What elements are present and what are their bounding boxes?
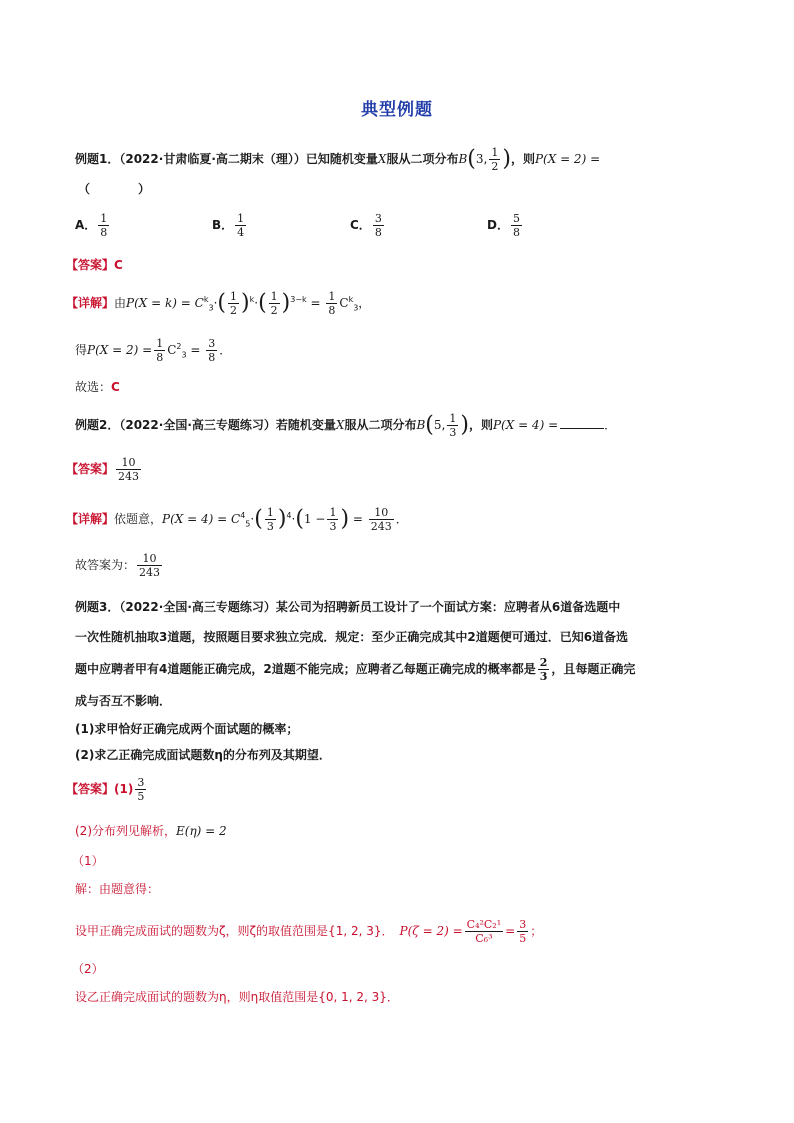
example-3-line-4: 成与否互不影响． <box>75 694 172 708</box>
example-3-line-2: 一次性随机抽取3道题，按照题目要求独立完成．规定：至少正确完成其中2道题便可通过．已知6道备选 <box>75 630 629 644</box>
solution-intro: 解：由题意得： <box>75 882 160 896</box>
part-2-heading: （2） <box>72 962 104 976</box>
example-2-final: 故答案为： $\frac{10}{243}$ <box>75 552 161 579</box>
example-1-choice: 故选：C <box>75 380 120 394</box>
example-2-question: 例题2．（2022·全国·高三专题练习）若随机变量X服从二项分布B(5, $\frac{1}{3}$ )，则P(X = 4) = ． <box>75 412 617 439</box>
binomial-p: $\frac{1}{2}$ <box>491 146 499 173</box>
option-b: B． $\frac{1}{4}$ <box>212 212 245 239</box>
prob-expr: P(X = 2) = <box>534 152 601 166</box>
text: 服从二项分布 <box>386 152 459 166</box>
example-2-detail: 【详解】依题意，$P(X = 4) = C^4_5\cdot$( $\frac{1}{3}$ )$^4$·(1 − $\frac{1}{3}$ ) = $\frac{10}{243}$ ． <box>66 506 408 533</box>
example-1-source: （2022·甘肃临夏·高二期末（理））已知随机变量 <box>119 152 378 166</box>
example-1-label: 例题1． <box>75 152 120 166</box>
example-3-q1: (1)求甲恰好正确完成两个面试题的概率； <box>75 722 299 736</box>
example-3-answer-2: (2)分布列见解析，E(η) = 2 <box>75 824 227 838</box>
option-d: D． $\frac{5}{8}$ <box>487 212 520 239</box>
binomial-b: B <box>458 152 468 166</box>
example-1-question: 例题1．（2022·甘肃临夏·高二期末（理））已知随机变量X服从二项分布B(3, $\frac{1}{2}$ )，则P(X = 2) = <box>75 146 601 173</box>
answer-blank[interactable] <box>560 428 604 429</box>
example-3-line-1: 例题3．（2022·全国·高三专题练习）某公司为招聘新员工设计了一个面试方案：应聘者从6道备选题中 <box>75 600 621 614</box>
part-1-solution: 设甲正确完成面试的题数为ζ，则ζ的取值范围是{1, 2, 3}． P(ζ = 2) = $\frac{\text{C₄²C₂¹}}{\text{C₆³}}$ = $\frac{3}{5}$ ； <box>75 918 543 945</box>
example-2-answer: 【答案】 $\frac{10}{243}$ <box>66 456 140 483</box>
part-2-solution: 设乙正确完成面试的题数为η，则η取值范围是{0, 1, 2, 3}． <box>75 990 399 1004</box>
option-a: A． $\frac{1}{8}$ <box>75 212 108 239</box>
example-1-blank: （ ） <box>78 182 151 196</box>
example-3-q2: (2)求乙正确完成面试题数η的分布列及其期望． <box>75 748 331 762</box>
example-3-answer: 【答案】(1) $\frac{3}{5}$ <box>66 776 145 803</box>
text: ，则 <box>510 152 535 166</box>
example-1-detail: 【详解】由$P(X = k) = C^k_3\cdot$( $\frac{1}{2}$ )$^k$·( $\frac{1}{2}$ )$^{3-k}$ = $\frac{1}{8}$ $C^k_3$， <box>66 290 371 317</box>
page-title: 典型例题 <box>361 100 433 120</box>
example-1-result: 得P(X = 2) = $\frac{1}{8}$ $C^2_3$ = $\frac{3}{8}$ ． <box>75 337 232 364</box>
example-3-line-3: 题中应聘者甲有4道题能正确完成，2道题不能完成；应聘者乙每题正确完成的概率都是 $\frac{2}{3}$ ，且每题正确完 <box>75 656 636 683</box>
example-1-answer: 【答案】C <box>66 258 123 272</box>
var-x: X <box>377 152 387 166</box>
option-c: C． $\frac{3}{8}$ <box>350 212 382 239</box>
part-1-heading: （1） <box>72 854 104 868</box>
binomial-n: 3 <box>475 152 484 166</box>
